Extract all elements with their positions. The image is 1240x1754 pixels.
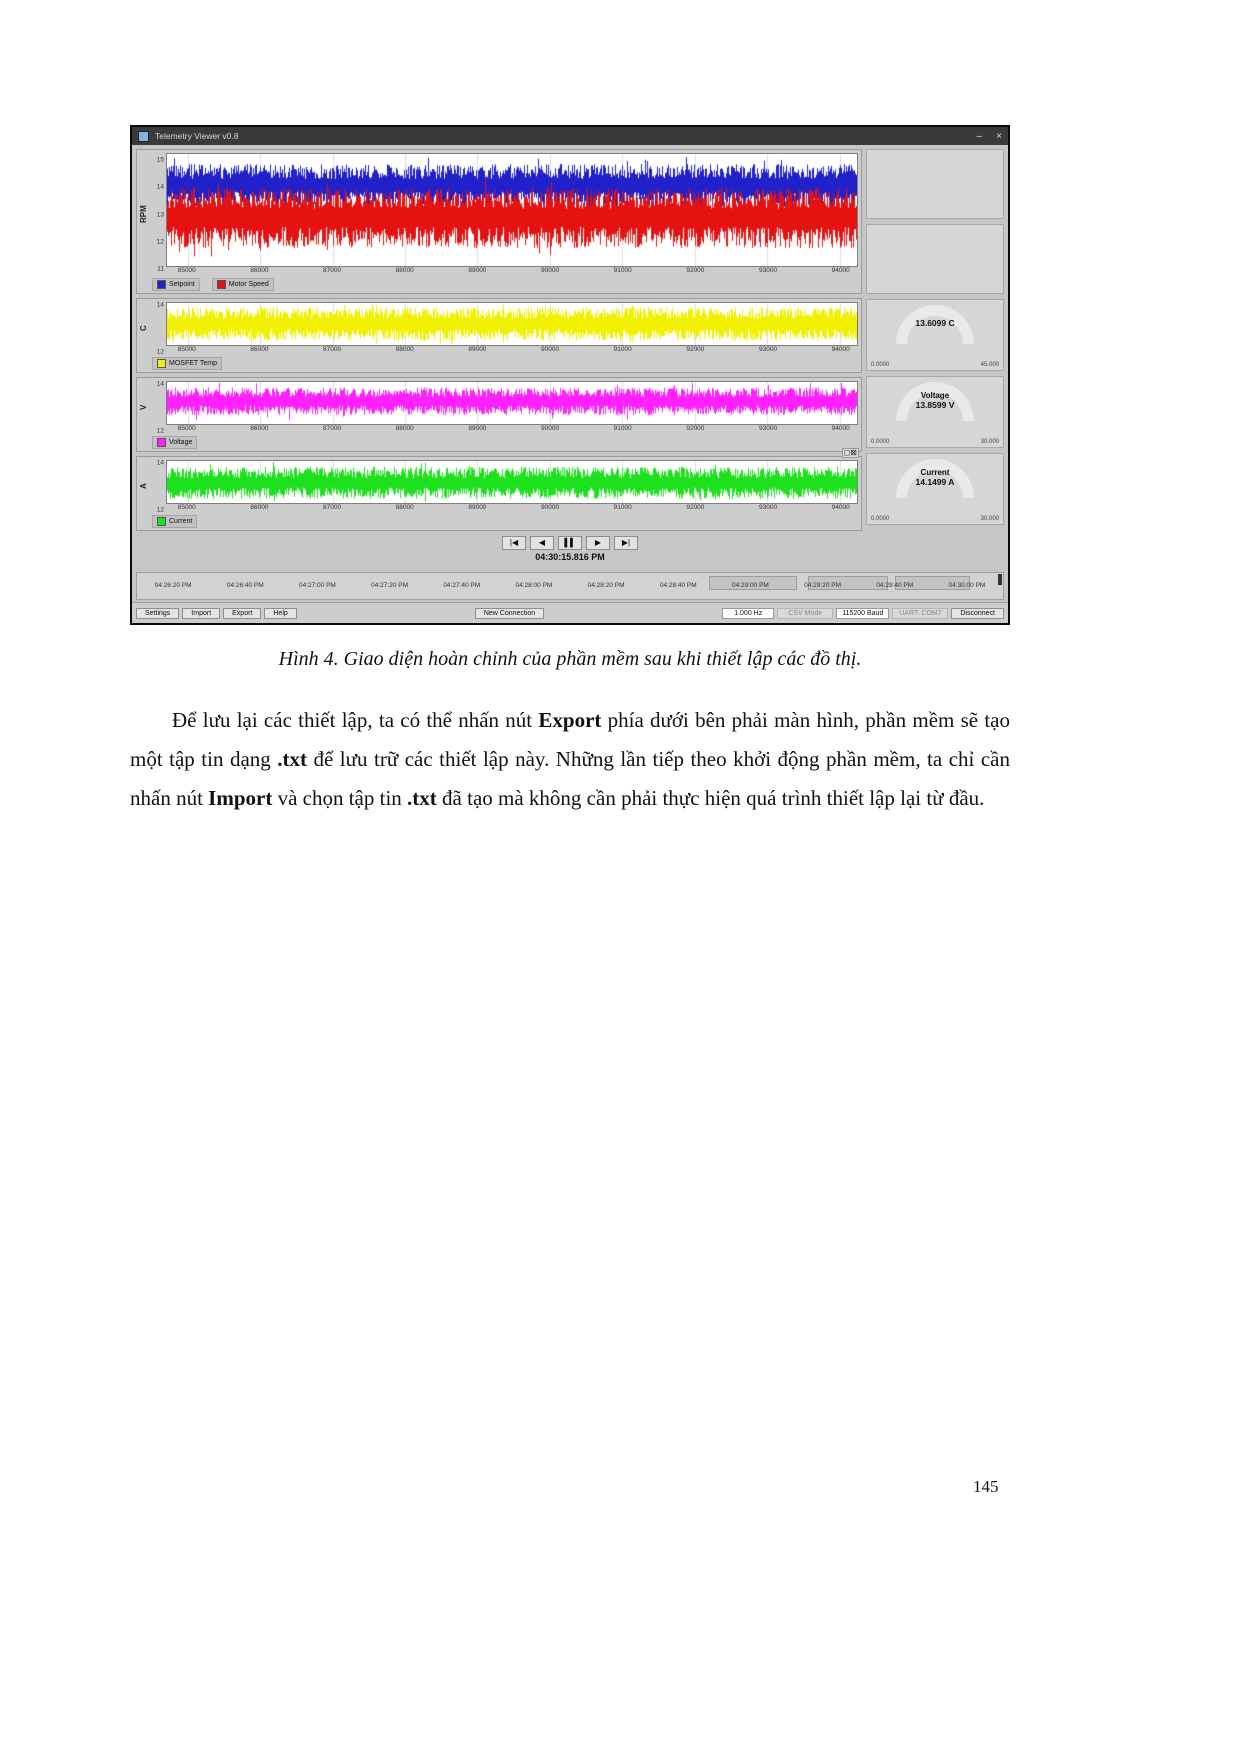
legend-item[interactable]: MOSFET Temp (152, 357, 222, 370)
new-connection-button[interactable]: New Connection (475, 608, 544, 619)
telemetry-app-window (130, 125, 1010, 625)
chart-popout-icons[interactable]: ◻⊠ (843, 448, 857, 457)
timeline-label: 04:26:40 PM (226, 582, 264, 589)
legend-item[interactable]: Current (152, 515, 197, 528)
gauge-max: 30.000 (980, 516, 999, 522)
body-paragraph: Để lưu lại các thiết lập, ta có thể nhấn nút Export phía dưới bên phải màn hình, phần mềm sẽ tạo một tập tin dạng .txt để lưu trữ các thiết lập này. Những lần tiếp theo khởi động phần mềm, ta chỉ cần nhấn nút Import và chọn tập tin .txt đã tạo mà không cần phải thực hiện quá trình thiết lập lại từ đầu. (130, 708, 1011, 810)
gauge-max: 30.000 (980, 439, 999, 445)
gauge-panel-2 (866, 224, 1004, 294)
legend-swatch-icon (157, 438, 166, 447)
timeline-label: 04:28:00 PM (515, 582, 553, 589)
figure-caption: Hình 4. Giao diện hoàn chỉnh của phần mềm sau khi thiết lập các đồ thị. (278, 648, 862, 670)
legend-item[interactable]: Setpoint (152, 278, 200, 291)
waveform-plot[interactable] (166, 460, 858, 504)
playback-buttons (132, 536, 1008, 550)
y-axis-label: A (139, 483, 148, 490)
chart-rpm (136, 149, 862, 294)
playback-controls (132, 534, 1008, 570)
playback-button-icon[interactable]: ◀ (530, 536, 554, 550)
window-body (132, 145, 1008, 623)
y-axis-label: C (139, 325, 148, 332)
legend-swatch-icon (157, 359, 166, 368)
1-000-hz-field[interactable]: 1.000 Hz (722, 608, 774, 619)
timeline-label: 04:29:00 PM (731, 582, 769, 589)
legend-item[interactable]: Voltage (152, 436, 197, 449)
help-button[interactable]: Help (264, 608, 296, 619)
uart-com7-indicator: UART: COM7 (892, 608, 948, 619)
115200-baud-field[interactable]: 115200 Baud (836, 608, 889, 619)
legend-item[interactable]: Motor Speed (212, 278, 274, 291)
gauge-value: 13.8599 V (915, 400, 955, 410)
window-titlebar (132, 127, 1008, 145)
timeline-scroll-handle[interactable] (998, 574, 1002, 585)
window-title: Telemetry Viewer v0.8 (155, 131, 239, 141)
app-icon (138, 131, 149, 142)
x-axis-ticks: 85000 86000 87000 88000 89000 90000 91000 92000 93000 94000 (177, 346, 850, 353)
timeline-label: 04:29:20 PM (804, 582, 842, 589)
toolbar-right-group (722, 608, 1004, 619)
chart-v (136, 377, 862, 452)
export-button[interactable]: Export (223, 608, 261, 619)
timeline-label: 04:27:40 PM (443, 582, 481, 589)
gauge-label: Voltage (920, 391, 950, 400)
timeline-label: 04:28:40 PM (659, 582, 697, 589)
timeline-label: 04:27:20 PM (371, 582, 409, 589)
playback-button-icon[interactable]: ▶| (614, 536, 638, 550)
timeline-label: 04:29:40 PM (876, 582, 914, 589)
import-button[interactable]: Import (182, 608, 220, 619)
timeline-scrubber[interactable] (136, 572, 1004, 600)
toolbar-left-group (136, 608, 297, 619)
x-axis-ticks: 85000 86000 87000 88000 89000 90000 91000 92000 93000 94000 (177, 504, 850, 511)
gauge-panel-1 (866, 149, 1004, 219)
gauges-column (866, 149, 1004, 534)
timeline-label: 04:27:00 PM (298, 582, 336, 589)
chart-legend (152, 515, 858, 528)
close-icon[interactable]: × (996, 130, 1002, 142)
chart-legend (152, 436, 858, 449)
page-number: 145 (973, 1477, 999, 1496)
playback-button-icon[interactable]: ▌▌ (558, 536, 582, 550)
legend-swatch-icon (157, 517, 166, 526)
minimize-icon[interactable]: – (976, 130, 983, 142)
gauge-min: 0.0000 (871, 516, 890, 522)
gauge-current (866, 453, 1004, 525)
settings-button[interactable]: Settings (136, 608, 179, 619)
gauge-value: 14.1499 A (915, 477, 955, 487)
text-content (130, 648, 1010, 839)
waveform-plot[interactable] (166, 381, 858, 425)
x-axis-ticks: 85000 86000 87000 88000 89000 90000 91000 92000 93000 94000 (177, 425, 850, 432)
timeline-label: 04:28:20 PM (587, 582, 625, 589)
gauge-value: 13.6099 C (915, 318, 955, 328)
timeline-label: 04:26:20 PM (154, 582, 192, 589)
y-axis-ticks: 14 12 (156, 380, 164, 435)
legend-swatch-icon (217, 280, 226, 289)
y-axis-ticks: 14 12 (156, 301, 164, 356)
playback-button-icon[interactable]: |◀ (502, 536, 526, 550)
chart-c (136, 298, 862, 373)
waveform-plot[interactable] (166, 302, 858, 346)
y-axis-label: RPM (139, 205, 148, 224)
y-axis-ticks: 15 14 13 12 11 (156, 156, 164, 273)
gauge-min: 0.0000 (871, 362, 890, 368)
bottom-toolbar (132, 602, 1008, 623)
x-axis-ticks: 85000 86000 87000 88000 89000 90000 91000 92000 93000 94000 (177, 267, 850, 274)
legend-swatch-icon (157, 280, 166, 289)
gauge-max: 45.000 (980, 362, 999, 368)
waveform-plot[interactable] (166, 153, 858, 267)
charts-column (136, 149, 862, 534)
gauge-label: Current (920, 468, 950, 477)
gauge-voltage (866, 376, 1004, 448)
gauge-min: 0.0000 (871, 439, 890, 445)
chart-legend (152, 278, 858, 291)
y-axis-label: V (139, 404, 148, 411)
chart-legend (152, 357, 858, 370)
disconnect-button[interactable]: Disconnect (951, 608, 1004, 619)
csv-mode-indicator: CSV Mode (777, 608, 833, 619)
gauge-c (866, 299, 1004, 371)
chart-a (136, 448, 862, 531)
playback-button-icon[interactable]: ▶ (586, 536, 610, 550)
timeline-label: 04:30:00 PM (948, 582, 986, 589)
playback-timestamp: 04:30:15.816 PM (535, 552, 605, 562)
y-axis-ticks: 14 12 (156, 459, 164, 514)
